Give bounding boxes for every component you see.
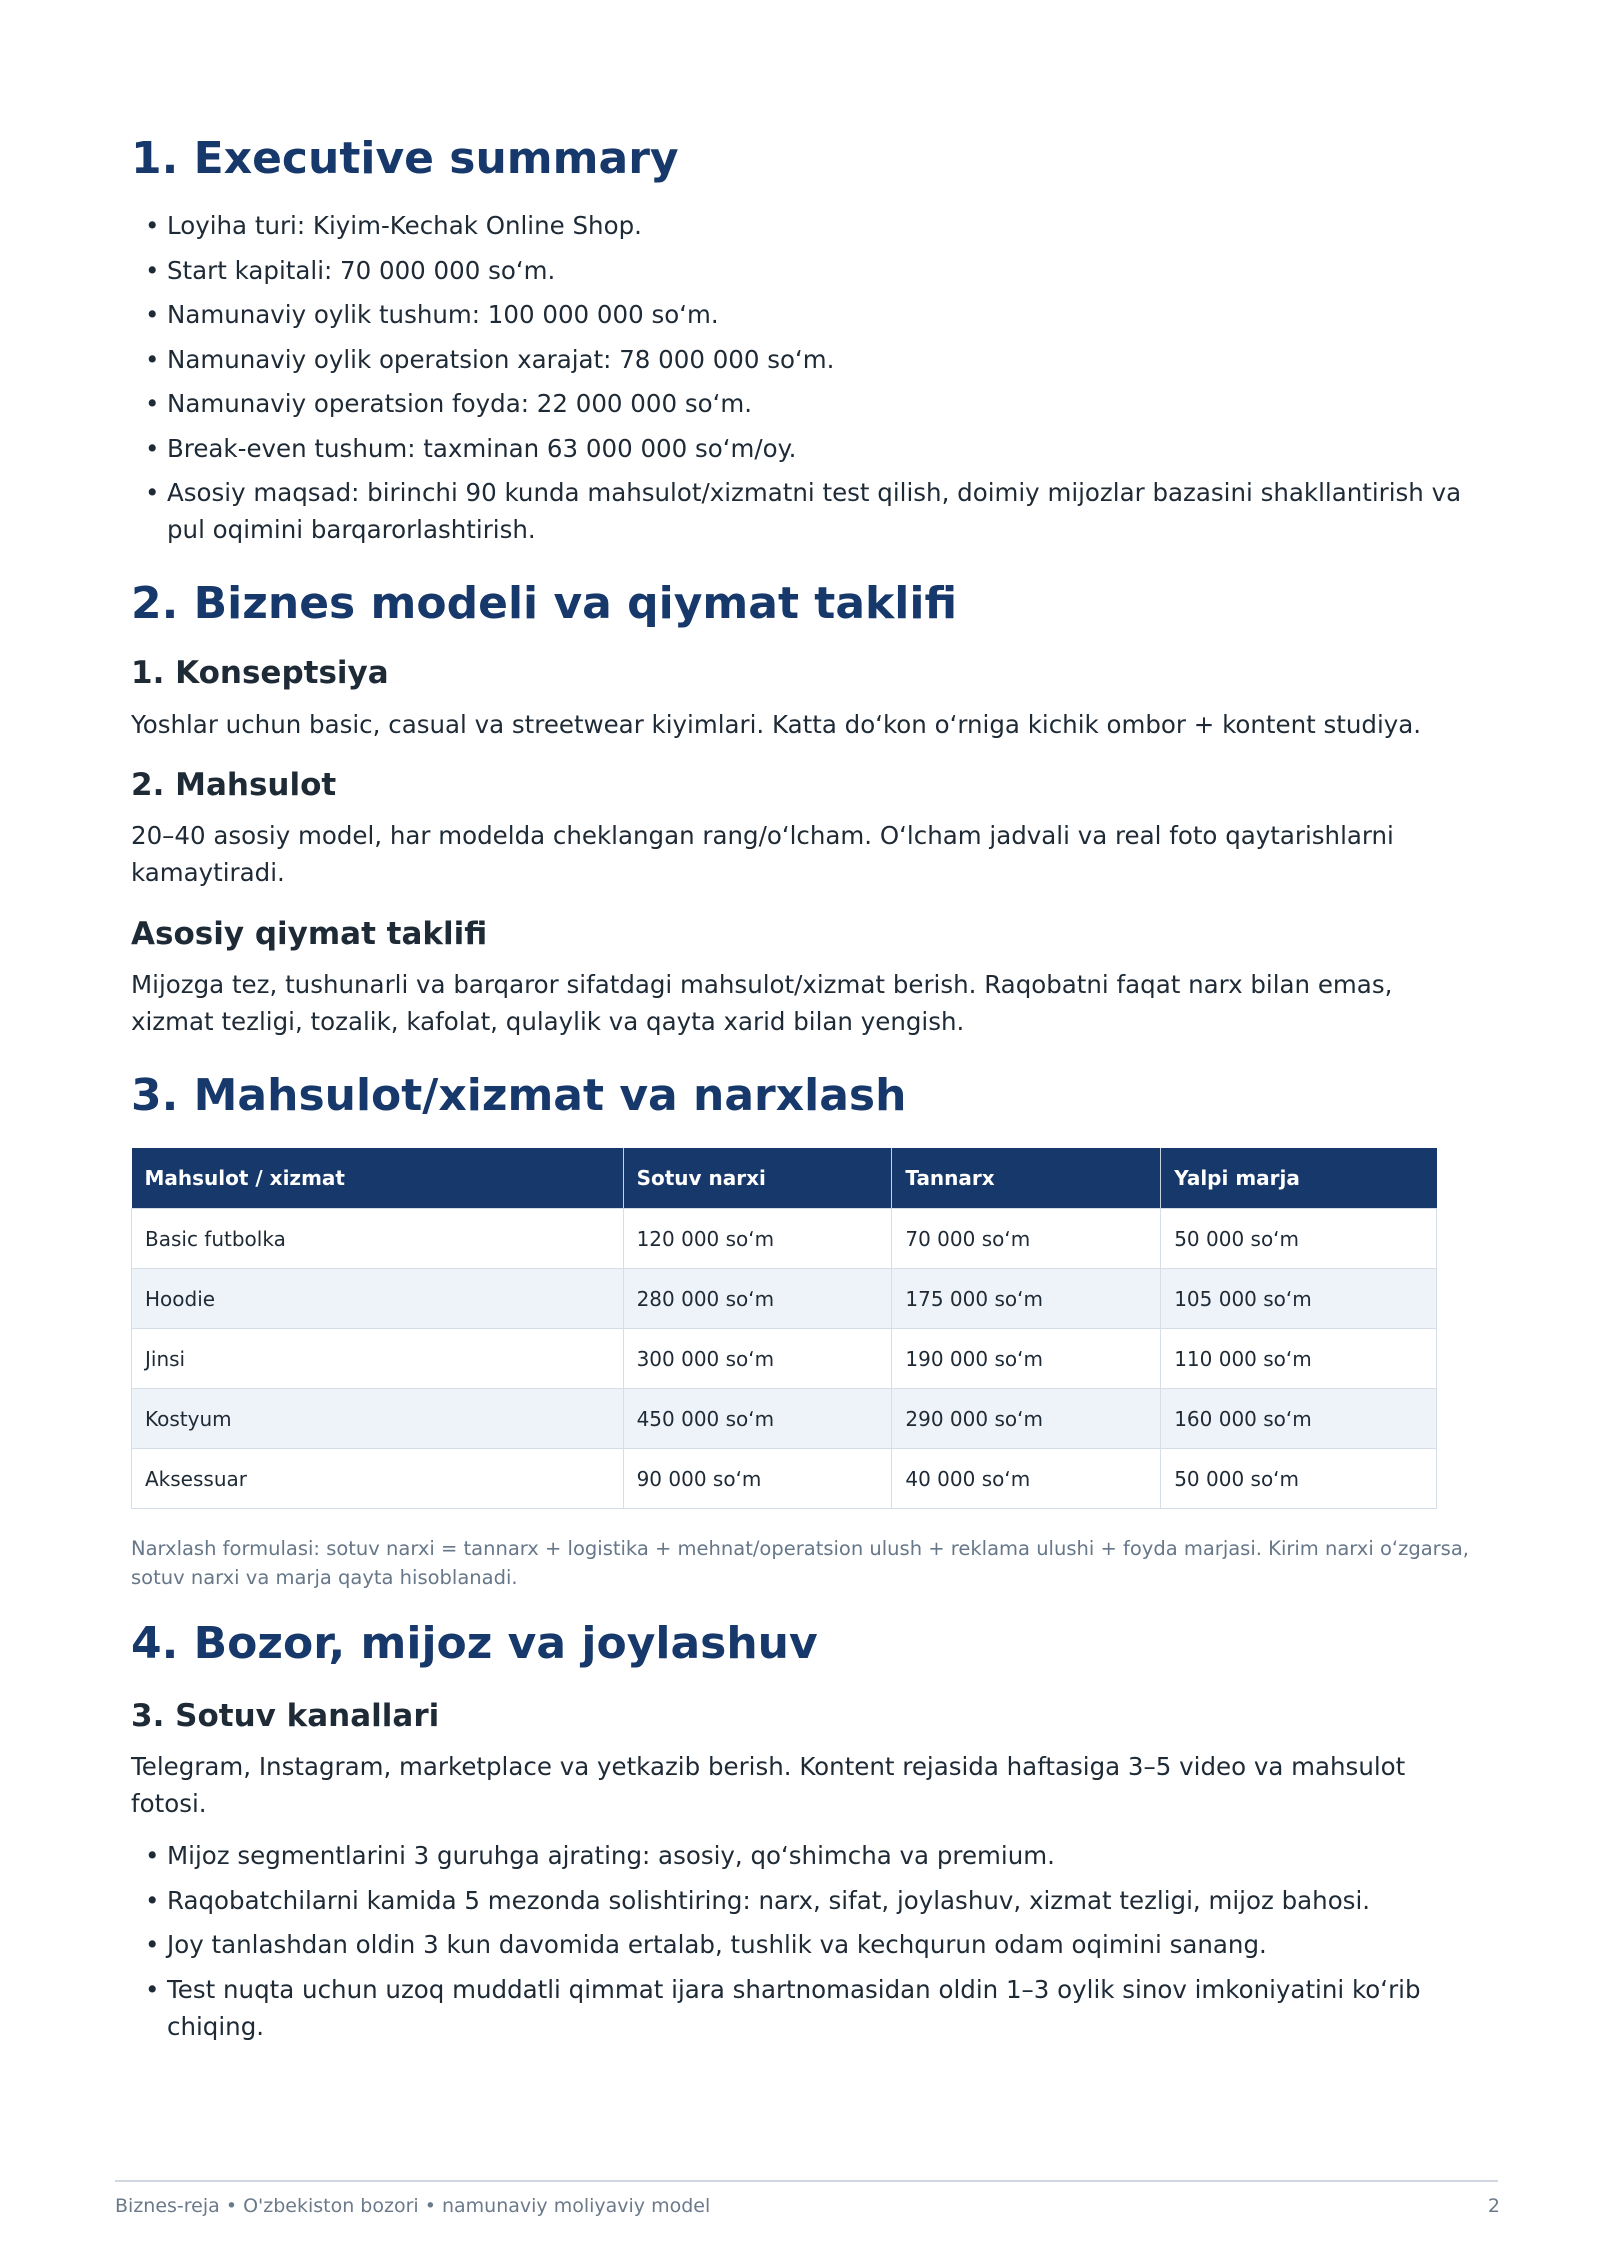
table-cell: 290 000 so‘m <box>892 1389 1161 1449</box>
table-cell: 450 000 so‘m <box>623 1389 892 1449</box>
table-cell: 50 000 so‘m <box>1161 1449 1437 1509</box>
table-cell: 90 000 so‘m <box>623 1449 892 1509</box>
section-2-heading: 2. Biznes modeli va qiymat taklifi <box>131 578 958 629</box>
table-row <box>132 1269 1437 1329</box>
column-header: Sotuv narxi <box>623 1148 892 1209</box>
page-number: 2 <box>1487 2195 1500 2217</box>
qiymat-taklifi-text: Mijozga tez, tushunarli va barqaror sifatdagi mahsulot/xizmat berish. Raqobatni faqat narx bilan emas, xizmat tezligi, tozalik, kafolat, qulaylik va qayta xarid bilan yengish. <box>131 970 1393 1036</box>
table-cell: Hoodie <box>132 1269 624 1329</box>
pricing-table <box>131 1148 1437 1509</box>
section-4-heading: 4. Bozor, mijoz va joylashuv <box>131 1618 818 1669</box>
table-cell: Aksessuar <box>132 1449 624 1509</box>
list-item: • Namunaviy operatsion foyda: 22 000 000 so‘m. <box>145 389 753 418</box>
market-list <box>145 1837 1475 2045</box>
section-1-heading: 1. Executive summary <box>131 133 679 184</box>
table-cell: 190 000 so‘m <box>892 1329 1161 1389</box>
executive-summary-list <box>145 207 1475 548</box>
table-cell: 160 000 so‘m <box>1161 1389 1437 1449</box>
mahsulot-text: 20–40 asosiy model, har modelda cheklangan rang/o‘lcham. O‘lcham jadvali va real foto qaytarishlarni kamaytiradi. <box>131 821 1394 887</box>
mahsulot-heading: 2. Mahsulot <box>131 767 337 803</box>
table-cell: 175 000 so‘m <box>892 1269 1161 1329</box>
konseptsiya-text: Yoshlar uchun basic, casual va streetwear kiyimlari. Katta do‘kon o‘rniga kichik ombor + kontent studiya. <box>131 710 1422 739</box>
list-item: • Break-even tushum: taxminan 63 000 000 so‘m/oy. <box>145 433 797 463</box>
table-cell: 105 000 so‘m <box>1161 1269 1437 1329</box>
sotuv-kanallari-text: Telegram, Instagram, marketplace va yetkazib berish. Kontent rejasida haftasiga 3–5 video va mahsulot fotosi. <box>131 1752 1406 1818</box>
table-cell: Kostyum <box>132 1389 624 1449</box>
list-item: • Mijoz segmentlarini 3 guruhga ajrating: asosiy, qo‘shimcha va premium. <box>145 1841 1055 1870</box>
table-header-row <box>132 1148 1437 1209</box>
table-cell: 300 000 so‘m <box>623 1329 892 1389</box>
list-item: • Test nuqta uchun uzoq muddatli qimmat ijara shartnomasidan oldin 1–3 oylik sinov imkoniyatini ko‘rib chiqing. <box>145 1974 1421 2041</box>
footer-text: Biznes-reja • O'zbekiston bozori • namunaviy moliyaviy model <box>115 2195 711 2217</box>
table-cell: Jinsi <box>132 1329 624 1389</box>
table-cell: Basic futbolka <box>132 1209 624 1269</box>
column-header: Yalpi marja <box>1161 1148 1437 1209</box>
sotuv-kanallari-heading: 3. Sotuv kanallari <box>131 1698 440 1734</box>
list-item: • Joy tanlashdan oldin 3 kun davomida ertalab, tushlik va kechqurun odam oqimini sanang. <box>145 1930 1267 1959</box>
footer-divider <box>115 2180 1498 2182</box>
section-3-heading: 3. Mahsulot/xizmat va narxlash <box>131 1070 907 1121</box>
list-item: • Start kapitali: 70 000 000 so‘m. <box>145 255 556 285</box>
list-item: • Asosiy maqsad: birinchi 90 kunda mahsulot/xizmatni test qilish, doimiy mijozlar bazasini shakllantirish va pul oqimini barqarorlashtirish. <box>145 478 1462 544</box>
table-cell: 110 000 so‘m <box>1161 1329 1437 1389</box>
table-row <box>132 1209 1437 1269</box>
list-item: • Namunaviy oylik tushum: 100 000 000 so‘m. <box>145 300 719 329</box>
table-cell: 280 000 so‘m <box>623 1269 892 1329</box>
list-item: • Raqobatchilarni kamida 5 mezonda solishtiring: narx, sifat, joylashuv, xizmat tezligi, mijoz bahosi. <box>145 1885 1371 1915</box>
table-row <box>132 1329 1437 1389</box>
table-row <box>132 1449 1437 1509</box>
konseptsiya-heading: 1. Konseptsiya <box>131 655 389 691</box>
list-item: • Loyiha turi: Kiyim-Kechak Online Shop. <box>145 211 642 240</box>
column-header: Tannarx <box>892 1148 1161 1209</box>
pricing-formula-note: Narxlash formulasi: sotuv narxi = tannarx + logistika + mehnat/operatsion ulush + reklama ulushi + foyda marjasi. Kirim narxi o‘zgarsa, sotuv narxi va marja qayta hisoblanadi. <box>131 1537 1469 1589</box>
column-header: Mahsulot / xizmat <box>132 1148 624 1209</box>
table-row <box>132 1389 1437 1449</box>
list-item: • Namunaviy oylik operatsion xarajat: 78 000 000 so‘m. <box>145 344 835 374</box>
table-cell: 50 000 so‘m <box>1161 1209 1437 1269</box>
table-cell: 70 000 so‘m <box>892 1209 1161 1269</box>
qiymat-taklifi-heading: Asosiy qiymat taklifi <box>131 916 488 952</box>
table-cell: 120 000 so‘m <box>623 1209 892 1269</box>
table-cell: 40 000 so‘m <box>892 1449 1161 1509</box>
